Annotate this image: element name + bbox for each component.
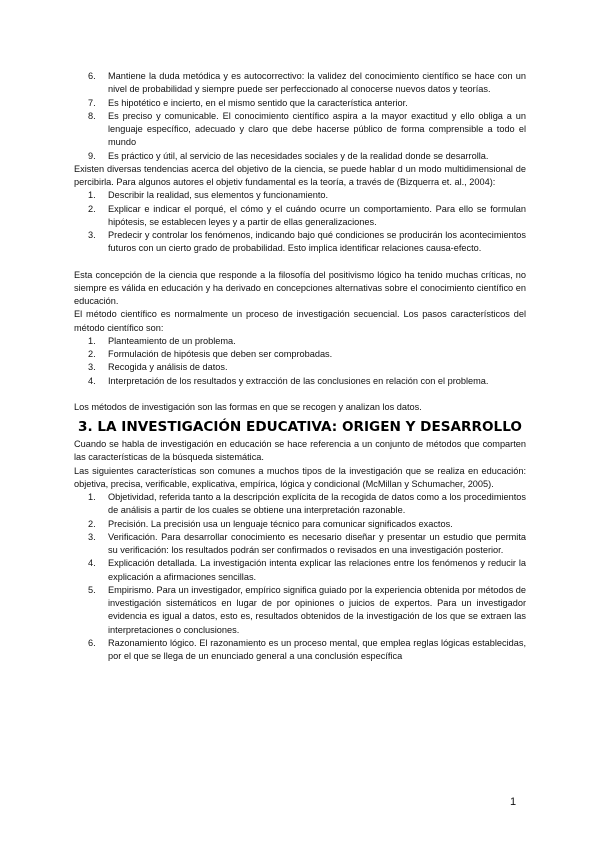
section-heading: 3. LA INVESTIGACIÓN EDUCATIVA: ORIGEN Y DESARROLLO (78, 419, 522, 435)
list-item: 6. Razonamiento lógico. El razonamiento es un proceso mental, que emplea reglas lógicas establecidas, por el que se llega de un enunciado general a una conclusión específica (88, 637, 526, 661)
list-item: 5. Empirismo. Para un investigador, empírico significa guiado por la experiencia obtenida por métodos de investigación sistemáticos en lugar de por opiniones o juicios de expertos. Para un investigador evidencia es igual a datos, esto es, resultados obtenidos de la investigación de los que se extraen las interpretaciones o conclusiones. (88, 584, 526, 635)
list-research-traits (74, 491, 526, 663)
paragraph: Los métodos de investigación son las formas en que se recogen y analizan los datos. (74, 401, 422, 412)
spacer (74, 256, 526, 269)
list-item: 1. Objetividad, referida tanto a la descripción explícita de la recogida de datos como a los procedimientos de análisis a partir de los cuales se obtiene una interpretación razonable. (88, 492, 526, 516)
list-item: 4. Interpretación de los resultados y extracción de las conclusiones en relación con el problema. (88, 375, 489, 386)
list-item: 3. Verificación. Para desarrollar conocimiento es necesario diseñar y presentar un estudio que permita su verificación: los resultados podrán ser confirmados o revisados en una investigación posterior. (88, 531, 526, 555)
list-item: 6. Mantiene la duda metódica y es autocorrectivo: la validez del conocimiento científico se hace con un nivel de probabilidad y siempre puede ser perfeccionado al conocerse nuevos datos y teorías. (88, 71, 526, 95)
list-science-traits (74, 70, 526, 163)
paragraph: Existen diversas tendencias acerca del objetivo de la ciencia, se puede hablar d un modo multidimensional de percibirla. Para algunos autores el objetiv fundamental es la teoría, a través de (Bizquerra et. al., 2004): (74, 163, 526, 187)
list-item: 1. Describir la realidad, sus elementos y funcionamiento. (88, 190, 329, 201)
list-science-objectives (74, 189, 526, 255)
list-item: 2. Explicar e indicar el porqué, el cómo y el cuándo ocurre un comportamiento. Para ello se formulan hipótesis, se establecen leyes y a partir de ellas generalizaciones. (88, 203, 526, 227)
paragraph: Esta concepción de la ciencia que responde a la filosofía del positivismo lógico ha tenido muchas críticas, no siempre es válida en educación y ha derivado en concepciones alternativas sobre el conocimiento científico en educación. (74, 269, 526, 306)
list-item: 1. Planteamiento de un problema. (88, 335, 236, 346)
paragraph: Cuando se habla de investigación en educación se hace referencia a un conjunto de métodos que comparten las características de la búsqueda sistemática. (74, 439, 526, 463)
list-item: 7. Es hipotético e incierto, en el mismo sentido que la característica anterior. (88, 97, 408, 108)
list-method-steps (74, 335, 526, 388)
paragraph: El método científico es normalmente un proceso de investigación secuencial. Los pasos característicos del método científico son: (74, 309, 526, 333)
paragraph: Las siguientes características son comunes a muchos tipos de la investigación que se realiza en educación: objetiva, precisa, verificable, explicativa, empírica, lógica y condicional (McMillan y Schumacher, 2005). (74, 465, 526, 489)
list-item: 2. Formulación de hipótesis que deben ser comprobadas. (88, 349, 333, 359)
list-item: 4. Explicación detallada. La investigación intenta explicar las relaciones entre los fenómenos y reducir la explicación a afirmaciones sencillas. (88, 558, 526, 582)
spacer (74, 388, 526, 401)
list-item: 2. Precisión. La precisión usa un lenguaje técnico para comunicar significados exactos. (88, 518, 453, 529)
list-item: 3. Predecir y controlar los fenómenos, indicando bajo qué condiciones se producirán los acontecimientos futuros con un cierto grado de probabilidad. Esto implica identificar relaciones causa-efecto. (88, 230, 526, 254)
page-number: 1 (510, 796, 517, 808)
list-item: 8. Es preciso y comunicable. El conocimiento científico aspira a la mayor exactitud y ello obliga a un lenguaje específico, adecuado y claro que debe hacerse público de forma comprensible a todo el mundo (88, 110, 526, 148)
list-item: 3. Recogida y análisis de datos. (88, 362, 228, 373)
page-content (74, 70, 526, 663)
list-item: 9. Es práctico y útil, al servicio de las necesidades sociales y de la realidad donde se desarrolla. (88, 150, 489, 161)
